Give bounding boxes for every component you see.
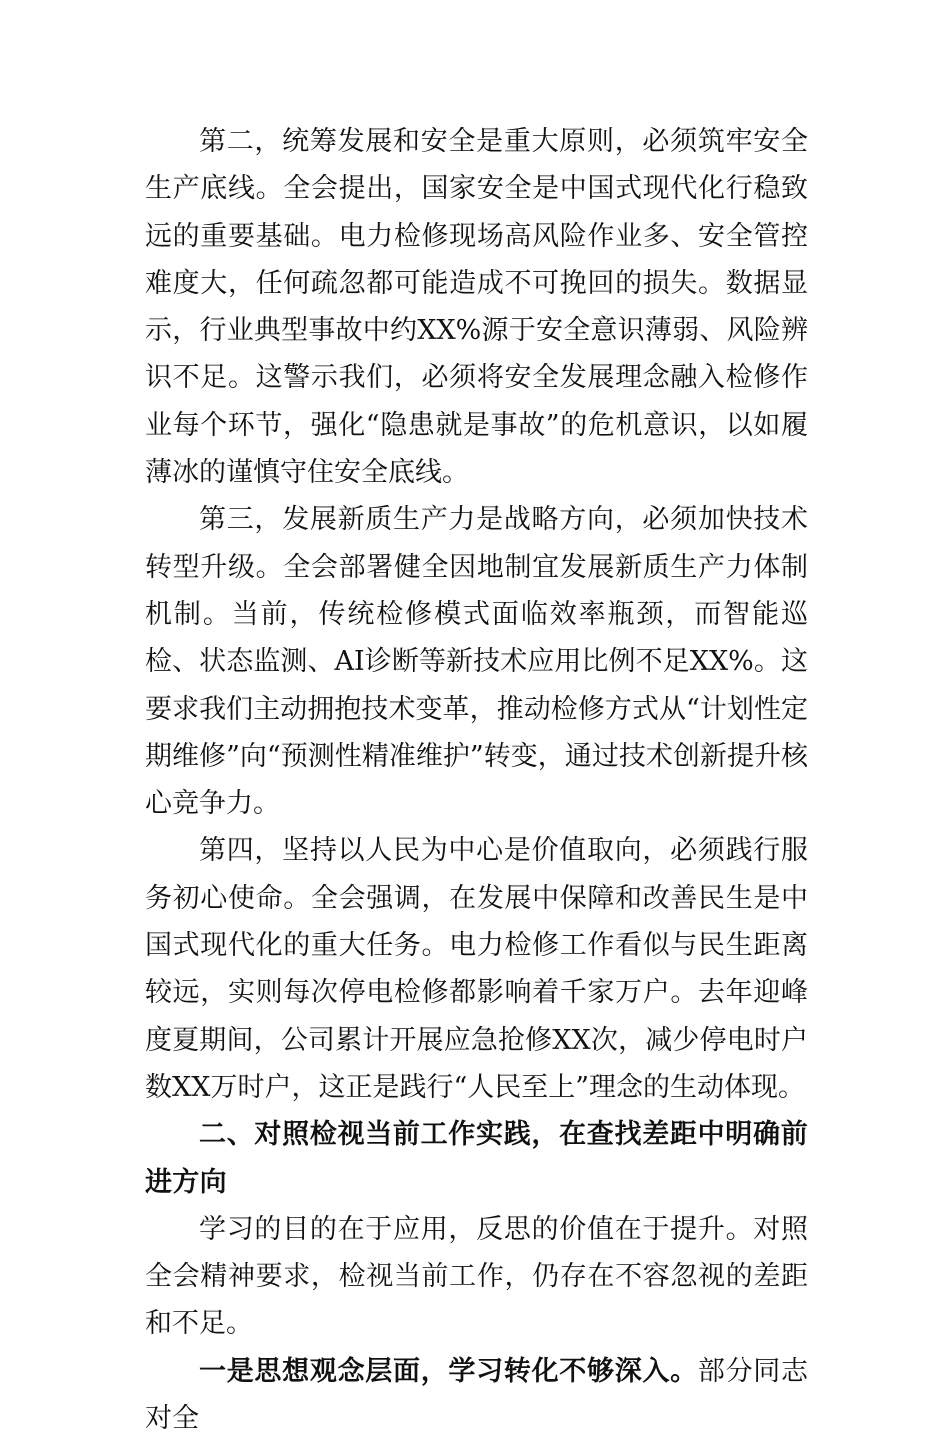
paragraph-first-point [145, 1348, 808, 1442]
paragraph-new-productivity: 第三，发展新质生产力是战略方向，必须加快技术转型升级。全会部署健全因地制宜发展新质生产力体制机制。当前，传统检修模式面临效率瓶颈，而智能巡检、状态监测、AI诊断等新技术应用比例不足XX%。这要求我们主动拥抱技术变革，推动检修方式从“计划性定期维修”向“预测性精准维护”转变，通过技术创新提升核心竞争力。 [145, 504, 808, 820]
paragraph-security: 第二，统筹发展和安全是重大原则，必须筑牢安全生产底线。全会提出，国家安全是中国式现代化行稳致远的重要基础。电力检修现场高风险作业多、安全管控难度大，任何疏忽都可能造成不可挽回的损失。数据显示，行业典型事故中约XX%源于安全意识薄弱、风险辨识不足。这警示我们，必须将安全发展理念融入检修作业每个环节，强化“隐患就是事故”的危机意识，以如履薄冰的谨慎守住安全底线。 [145, 126, 808, 489]
section-heading: 二、对照检视当前工作实践，在查找差距中明确前进方向 [145, 1119, 808, 1198]
first-point-lead: 一是思想观念层面，学习转化不够深入。 [199, 1355, 698, 1387]
document-body [145, 118, 808, 1442]
first-point-text: 部分同志对全 [145, 1355, 809, 1435]
paragraph-people-centered: 第四，坚持以人民为中心是价值取向，必须践行服务初心使命。全会强调，在发展中保障和改善民生是中国式现代化的重大任务。电力检修工作看似与民生距离较远，实则每次停电检修都影响着千家万户。去年迎峰度夏期间，公司累计开展应急抢修XX次，减少停电时户数XX万时户，这正是践行“人民至上”理念的生动体现。 [145, 835, 808, 1103]
paragraph-reflection-intro: 学习的目的在于应用，反思的价值在于提升。对照全会精神要求，检视当前工作，仍存在不容忽视的差距和不足。 [145, 1213, 808, 1340]
